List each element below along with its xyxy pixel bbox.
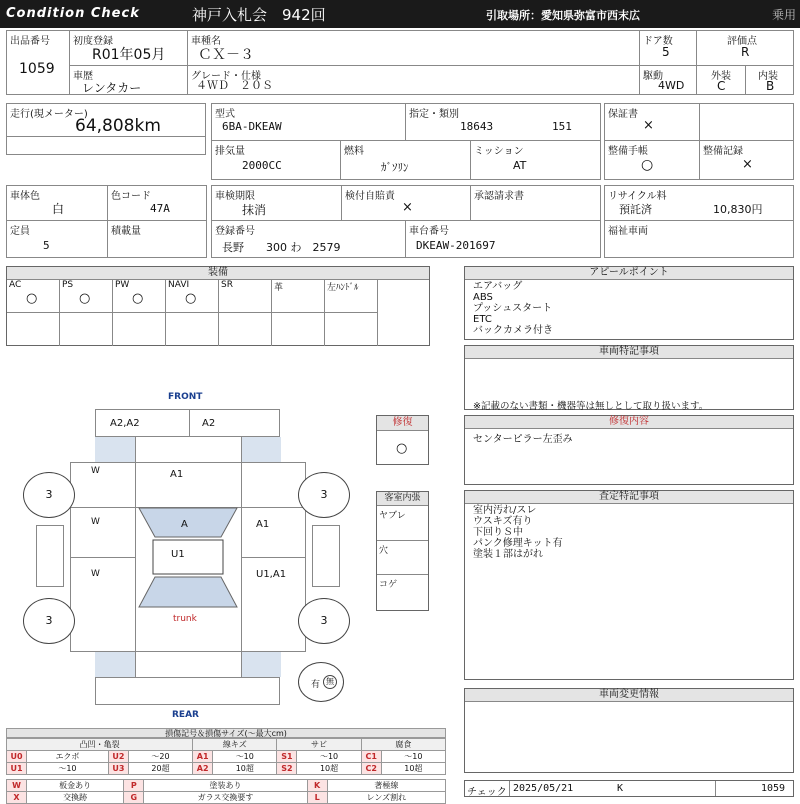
text-line: バックカメラ付き xyxy=(473,325,553,336)
exterior-cell: 外装 C xyxy=(696,65,746,95)
equipment-item-label: PS xyxy=(62,280,74,290)
footer-lot: 1059 xyxy=(761,783,786,794)
roof-mark: A xyxy=(181,519,188,530)
equipment-item-label: AC xyxy=(9,280,22,290)
equipment-item-label: SR xyxy=(221,280,233,290)
type-cell: 型式 6BA-DKEAW xyxy=(211,103,406,141)
inspection-cell: 車検期限 抹消 xyxy=(211,185,342,221)
left-rear-mark: W xyxy=(91,569,100,579)
legend-code: U1 xyxy=(7,763,27,775)
equipment-item-label: 左ﾊﾝﾄﾞﾙ xyxy=(327,283,359,293)
text-line: 下回りＳ中 xyxy=(473,527,523,538)
body-color-cell: 車体色 白 xyxy=(6,185,108,221)
legend-code: S2 xyxy=(277,763,297,775)
lot-cell: 出品番号 1059 xyxy=(6,30,70,95)
legend-desc: ～20 xyxy=(128,751,192,763)
equipment-item-value: ○ xyxy=(26,291,38,306)
repair-panel xyxy=(464,415,794,485)
exterior-grade: C xyxy=(717,79,726,93)
legend-desc: レンズ割れ xyxy=(327,792,445,804)
chassis-cell: 車台番号 DKEAW-201697 xyxy=(405,220,601,258)
legend-title: 損傷記号＆損傷サイズ(～最大cm) xyxy=(6,728,446,738)
model-cell: 車種名 ＣＸ－３ xyxy=(187,30,640,66)
right-rear-door-mark: U1,A1 xyxy=(256,569,287,580)
spare-tire xyxy=(298,662,344,702)
text-line: ETC xyxy=(473,314,492,325)
text-line: 塗装１部はがれ xyxy=(473,549,543,560)
interior-row-burn: コゲ xyxy=(379,580,398,590)
appeal-title: アピールポイント xyxy=(465,267,793,280)
legend-desc: ～10 xyxy=(213,751,277,763)
fuel-value: ｶﾞｿﾘﾝ xyxy=(381,161,409,174)
spare-label: 有 xyxy=(311,680,321,690)
tire-rear-right: 3 xyxy=(298,598,350,644)
body-color-value: 白 xyxy=(52,202,65,216)
legend-table xyxy=(6,738,446,775)
equipment-item-value: ○ xyxy=(185,291,197,306)
legend-row xyxy=(7,780,446,792)
legend-code: U2 xyxy=(108,751,128,763)
equipment-item-value: ○ xyxy=(132,291,144,306)
text-line: ウスキズ有り xyxy=(473,516,533,527)
legend-code: G xyxy=(124,792,144,804)
legend-code: A1 xyxy=(193,751,213,763)
glass-svg xyxy=(135,507,241,609)
displacement-cell: 排気量 2000CC xyxy=(211,140,341,180)
legend-desc: 板金あり xyxy=(27,780,124,792)
recycle-cell: リサイクル料 預託済 10,830円 xyxy=(604,185,794,221)
inspection-value: 抹消 xyxy=(242,203,267,217)
brand-title: Condition Check xyxy=(6,6,140,21)
score-value: R xyxy=(741,45,750,59)
appeal-list xyxy=(473,281,553,336)
lot-number: 1059 xyxy=(19,61,55,77)
equipment-item-label: NAVI xyxy=(168,280,190,290)
appeal-panel xyxy=(464,266,794,340)
mileage-cell: 走行(現メーター) 64,808km xyxy=(6,103,206,155)
hood-mark: A1 xyxy=(170,469,184,480)
interior-title: 客室内張 xyxy=(377,492,428,506)
equipment-item xyxy=(325,280,378,346)
load-cell: 積載量 xyxy=(107,220,207,258)
footer-bar xyxy=(464,780,794,797)
warranty-value: × xyxy=(643,118,654,133)
capacity-cell: 定員 5 xyxy=(6,220,108,258)
left-mid-mark: W xyxy=(91,517,100,527)
legend-desc: 著極線 xyxy=(327,780,445,792)
left-front-mark: W xyxy=(91,466,100,476)
inspector-list xyxy=(473,505,563,560)
class-value: 151 xyxy=(552,120,572,133)
recycle-status: 預託済 xyxy=(619,203,652,216)
inspector-title: 査定特記事項 xyxy=(465,491,793,504)
insurance-cell: 検付自賠責 × xyxy=(341,185,471,221)
legend-code: X xyxy=(7,792,27,804)
inspector-initial: K xyxy=(617,783,624,794)
top-bar xyxy=(0,0,800,28)
color-code-cell: 色コード 47A xyxy=(107,185,207,221)
history-value: レンタカー xyxy=(82,81,142,95)
equipment-item xyxy=(113,280,166,346)
pickup-location: 引取場所：愛知県弥富市西末広 xyxy=(486,9,640,22)
mission-value: AT xyxy=(513,159,527,172)
special-title: 車両特記事項 xyxy=(465,346,793,359)
rear-label: REAR xyxy=(172,710,199,720)
mission-cell: ミッション AT xyxy=(470,140,601,180)
legend-desc: エクボ xyxy=(27,751,109,763)
insurance-value: × xyxy=(402,200,413,215)
legend-code: C1 xyxy=(361,751,381,763)
plate-cell: 登録番号 長野 300 わ 2579 xyxy=(211,220,406,258)
designation-cell: 指定・類別 18643 151 xyxy=(405,103,601,141)
text-line: ABS xyxy=(473,292,493,303)
welfare-cell: 福祉車両 xyxy=(604,220,794,258)
check-date: 2025/05/21 xyxy=(513,783,574,794)
inspector-panel xyxy=(464,490,794,680)
legend-row xyxy=(7,751,446,763)
equipment-item xyxy=(60,280,113,346)
legend-code: S1 xyxy=(277,751,297,763)
front-bumper-left-mark: A2,A2 xyxy=(110,418,140,429)
left-mirror xyxy=(36,525,64,587)
grade-cell: グレード・仕様 ４ＷＤ ２０Ｓ xyxy=(187,65,640,95)
blank-cell xyxy=(699,103,794,141)
right-front-door-mark: A1 xyxy=(256,519,270,530)
special-note: ※記載のない書類・機器等は無しとして取り扱います。 xyxy=(473,401,709,412)
legend-code: C2 xyxy=(361,763,381,775)
chassis-value: DKEAW-201697 xyxy=(416,239,496,252)
legend-desc: 10超 xyxy=(297,763,361,775)
manual-value: ○ xyxy=(641,157,654,173)
drive-value: 4WD xyxy=(658,79,685,92)
interior-row-hole: 穴 xyxy=(379,546,389,556)
model-name: ＣＸ－３ xyxy=(198,47,254,63)
repair-box-title: 修復 xyxy=(377,416,428,431)
equipment-title: 装備 xyxy=(7,267,429,280)
equipment-item xyxy=(7,280,60,346)
right-mirror xyxy=(312,525,340,587)
trunk-label: trunk xyxy=(173,614,197,624)
legend-desc: 10超 xyxy=(381,763,445,775)
approval-cell: 承認請求書 xyxy=(470,185,601,221)
legend-row xyxy=(7,792,446,804)
spare-mark: 無 xyxy=(323,675,337,689)
repair-text: センターピラー左歪み xyxy=(473,434,573,445)
reg-cell: 初度登録 R01年05月 xyxy=(69,30,188,66)
vehicle-category: 乗用 xyxy=(771,8,796,22)
equipment-item xyxy=(166,280,219,346)
text-line: 室内汚れ/スレ xyxy=(473,505,537,516)
front-bumper xyxy=(95,409,280,437)
legend-row xyxy=(7,763,446,775)
legend-code: P xyxy=(124,780,144,792)
legend-group-row: 凸凹・亀裂 線キズ サビ 腐食 xyxy=(7,739,446,751)
legend-desc: 20超 xyxy=(128,763,192,775)
legend-code: K xyxy=(307,780,327,792)
front-bumper-right-mark: A2 xyxy=(202,418,216,429)
record-cell: 整備記録 × xyxy=(699,140,794,180)
fuel-cell: 燃料 ｶﾞｿﾘﾝ xyxy=(340,140,471,180)
legend-desc: ～10 xyxy=(27,763,109,775)
legend-desc: ～10 xyxy=(297,751,361,763)
first-registration: R01年05月 xyxy=(92,47,166,63)
legend-desc: 交換跡 xyxy=(27,792,124,804)
displacement-value: 2000CC xyxy=(242,159,282,172)
change-panel xyxy=(464,688,794,773)
interior-row-tear: ヤブレ xyxy=(379,511,406,521)
color-code-value: 47A xyxy=(150,202,170,215)
equipment-item-value: ○ xyxy=(79,291,91,306)
tire-front-right: 3 xyxy=(298,472,350,518)
history-cell: 車歴 レンタカー xyxy=(69,65,188,95)
roof-center-mark: U1 xyxy=(171,549,185,560)
equipment-item-label: 革 xyxy=(274,283,284,293)
text-line: プッシュスタート xyxy=(473,303,553,314)
mileage-value: 64,808km xyxy=(75,116,161,136)
auction-title: 神戸入札会 942回 xyxy=(192,6,326,24)
interior-box xyxy=(376,491,429,611)
manual-cell: 整備手帳 ○ xyxy=(604,140,700,180)
designation-value: 18643 xyxy=(460,120,494,133)
legend-code: U3 xyxy=(108,763,128,775)
drive-cell: 駆動 4WD xyxy=(639,65,697,95)
equipment-panel xyxy=(6,266,430,346)
legend-desc: ガラス交換要す xyxy=(144,792,307,804)
rear-bumper xyxy=(95,677,280,705)
tire-rear-left: 3 xyxy=(23,598,75,644)
legend-desc: 10超 xyxy=(213,763,277,775)
legend-code: A2 xyxy=(193,763,213,775)
interior-cell: 内装 B xyxy=(745,65,794,95)
doors-cell: ドア数 5 xyxy=(639,30,697,66)
equipment-item xyxy=(219,280,272,346)
legend-code: L xyxy=(307,792,327,804)
legend-desc: 塗装あり xyxy=(144,780,307,792)
front-label: FRONT xyxy=(168,392,203,402)
text-line: エアバッグ xyxy=(473,281,523,292)
repair-box-value: ○ xyxy=(396,441,408,456)
legend-code: W xyxy=(7,780,27,792)
repair-box xyxy=(376,415,429,465)
interior-grade: B xyxy=(766,79,775,93)
legend-desc: ～10 xyxy=(381,751,445,763)
special-panel xyxy=(464,345,794,410)
doors-value: 5 xyxy=(662,45,670,59)
model-type: 6BA-DKEAW xyxy=(222,120,282,133)
text-line: パンク修理キット有 xyxy=(473,538,563,549)
plate-value: 長野 300 わ 2579 xyxy=(222,241,341,254)
legend-table-2 xyxy=(6,779,446,804)
grade-value: ４ＷＤ ２０Ｓ xyxy=(196,79,273,92)
record-value: × xyxy=(742,157,753,172)
recycle-fee: 10,830円 xyxy=(713,203,763,216)
check-label: チェック xyxy=(467,787,507,798)
change-title: 車両変更情報 xyxy=(465,689,793,702)
repair-title: 修復内容 xyxy=(465,416,793,429)
tire-front-left: 3 xyxy=(23,472,75,518)
equipment-item-label: PW xyxy=(115,280,130,290)
score-cell: 評価点 R xyxy=(696,30,794,66)
damage-legend xyxy=(6,728,446,804)
capacity-value: 5 xyxy=(43,239,50,252)
warranty-cell: 保証書 × xyxy=(604,103,700,141)
legend-code: U0 xyxy=(7,751,27,763)
equipment-item xyxy=(272,280,325,346)
